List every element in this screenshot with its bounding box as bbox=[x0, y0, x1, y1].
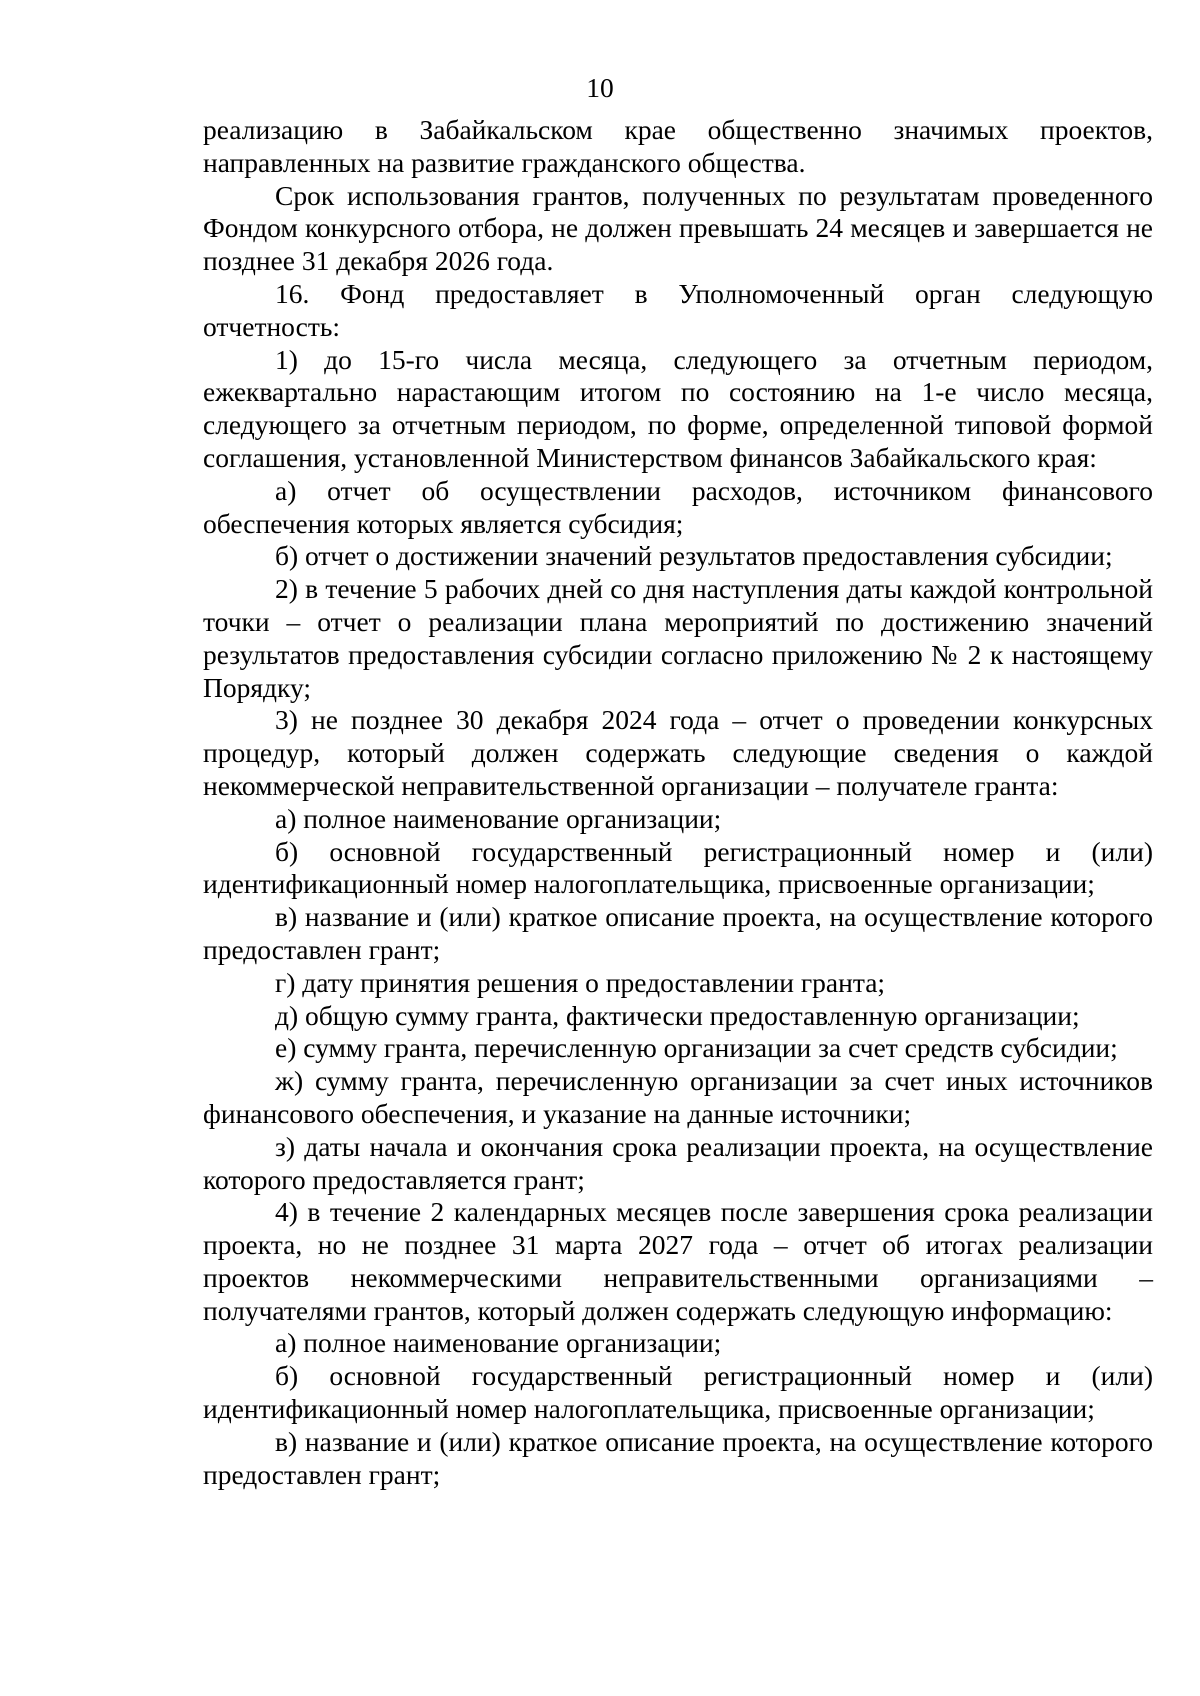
document-body bbox=[203, 114, 1153, 1491]
paragraph: б) основной государственный регистрационный номер и (или) идентификационный номер налогоплательщика, присвоенные организации; bbox=[203, 835, 1153, 900]
paragraph: в) название и (или) краткое описание проекта, на осуществление которого предоставлен грант; bbox=[203, 1425, 1153, 1490]
paragraph: ж) сумму гранта, перечисленную организации за счет иных источников финансового обеспечения, и указание на данные источники; bbox=[203, 1065, 1153, 1129]
paragraph: 4) в течение 2 календарных месяцев после завершения срока реализации проекта, но не позднее 31 марта 2027 года – отчет об итогах реализации проектов некоммерческими неправительственными организациями – получателями грантов, который должен содержать следующую информацию: bbox=[203, 1196, 1153, 1326]
paragraph: 1) до 15-го числа месяца, следующего за отчетным периодом, ежеквартально нарастающим итогом по состоянию на 1-е число месяца, следующего за отчетным периодом, по форме, определенной типовой формой соглашения, установленной Министерством финансов Забайкальского края: bbox=[203, 343, 1153, 473]
paragraph: а) полное наименование организации; bbox=[275, 802, 722, 834]
paragraph: б) отчет о достижении значений результатов предоставления субсидии; bbox=[275, 540, 1113, 572]
paragraph: е) сумму гранта, перечисленную организации за счет средств субсидии; bbox=[275, 1032, 1118, 1064]
paragraph: д) общую сумму гранта, фактически предоставленную организации; bbox=[275, 999, 1080, 1031]
paragraph: а) полное наименование организации; bbox=[275, 1327, 722, 1359]
paragraph: Срок использования грантов, полученных по результатам проведенного Фондом конкурсного отбора, не должен превышать 24 месяцев и завершается не позднее 31 декабря 2026 года. bbox=[203, 179, 1153, 277]
paragraph: 3) не позднее 30 декабря 2024 года – отчет о проведении конкурсных процедур, который должен содержать следующие сведения о каждой некоммерческой неправительственной организации – получателе гранта: bbox=[203, 704, 1153, 801]
page-number: 10 bbox=[586, 72, 614, 103]
paragraph: з) даты начала и окончания срока реализации проекта, на осуществление которого предоставляется грант; bbox=[203, 1130, 1153, 1195]
paragraph: реализацию в Забайкальском крае общественно значимых проектов, направленных на развитие гражданского общества. bbox=[203, 114, 1153, 178]
paragraph: 2) в течение 5 рабочих дней со дня наступления даты каждой контрольной точки – отчет о реализации плана мероприятий по достижению значений результатов предоставления субсидии согласно приложению № 2 к настоящему Порядку; bbox=[203, 573, 1153, 703]
paragraph: б) основной государственный регистрационный номер и (или) идентификационный номер налогоплательщика, присвоенные организации; bbox=[203, 1360, 1153, 1425]
paragraph: г) дату принятия решения о предоставлении гранта; bbox=[275, 966, 886, 998]
paragraph: 16. Фонд предоставляет в Уполномоченный орган следующую отчетность: bbox=[203, 277, 1153, 342]
paragraph: а) отчет об осуществлении расходов, источником финансового обеспечения которых является субсидия; bbox=[203, 474, 1153, 539]
paragraph: в) название и (или) краткое описание проекта, на осуществление которого предоставлен грант; bbox=[203, 901, 1153, 965]
